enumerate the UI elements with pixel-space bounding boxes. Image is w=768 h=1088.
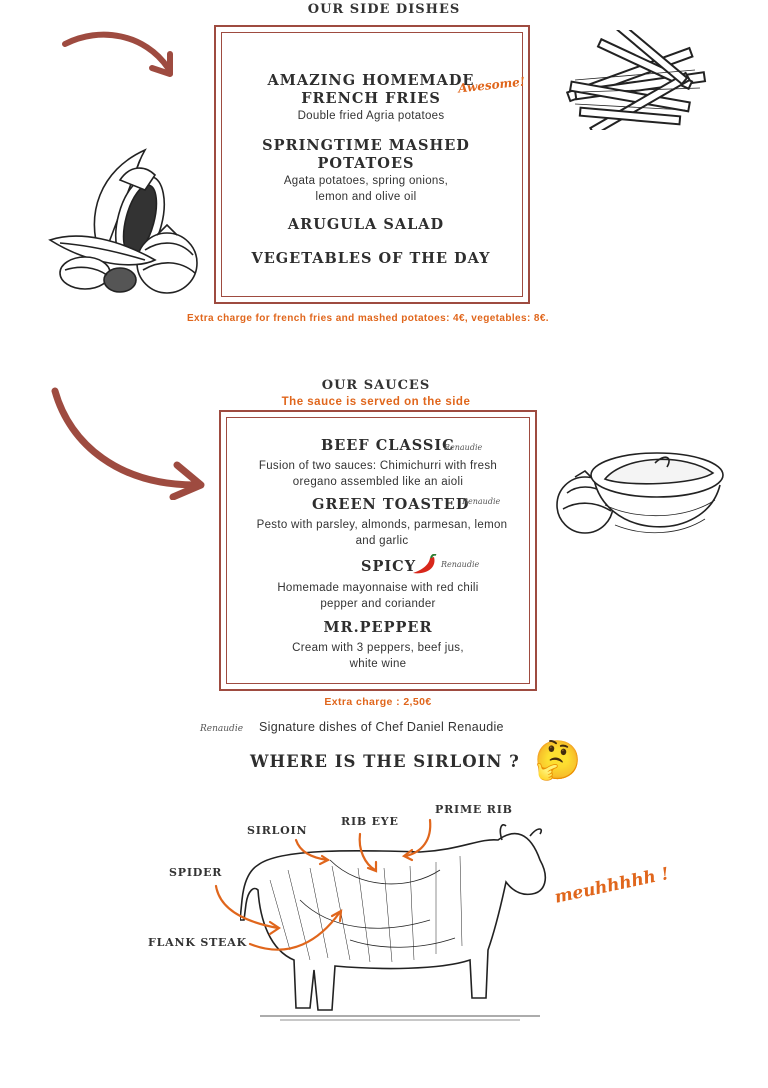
sauce-description [228,580,528,612]
sauces-subtitle: The sauce is served on the side [281,396,471,408]
sauces-title: OUR SAUCES [321,378,431,393]
side-dishes-note: Extra charge for french fries and mashed potatoes: 4€, vegetables: 8€. [186,313,549,324]
curved-arrow-icon [45,385,215,500]
dish-description: Double fried Agria potatoes [297,110,445,122]
sauce-description-line: oregano assembled like an aioli [292,476,464,488]
moo-text: meuhhhhh ! [552,864,671,908]
curved-arrow-icon [60,30,180,85]
dish-description: lemon and olive oil [315,191,417,203]
renaudie-signature: Renaudie [200,724,244,734]
cut-label-rib-eye: RIB EYE [341,815,399,828]
dish-mashed-potatoes [218,137,514,205]
renaudie-signature: Renaudie [444,443,483,452]
sauce-name: BEEF CLASSIC [321,437,455,454]
dish-name: FRENCH FRIES [301,90,441,107]
dish-description: Agata potatoes, spring onions, [283,175,449,187]
sauce-name: GREEN TOASTED [312,496,470,513]
sauce-description-line: Homemade mayonnaise with red chili [277,582,479,594]
awesome-badge: Awesome! [457,74,526,96]
sauce-description-line: Pesto with parsley, almonds, parmesan, lemon [256,519,508,531]
dish-vegetables: VEGETABLES OF THE DAY [251,250,491,267]
sauce-name: SPICY [361,558,417,575]
sauces-note: Extra charge : 2,50€ [324,696,432,708]
dish-name: POTATOES [317,155,415,172]
dish-arugula-salad: ARUGULA SALAD [287,216,445,233]
sauce-description [228,517,536,549]
sauce-description-line: and garlic [355,535,409,547]
sauce-description-line: pepper and coriander [320,598,436,610]
sauce-bowl-illustration [555,445,730,560]
sauce-description [228,640,528,672]
sauce-description [228,458,528,490]
sirloin-title: WHERE IS THE SIRLOIN ? [250,752,520,771]
sauce-description-line: Fusion of two sauces: Chimichurri with fresh [258,460,498,472]
sauce-description-line: white wine [349,658,407,670]
signature-legend-text: Signature dishes of Chef Daniel Renaudie [259,720,504,734]
cut-label-prime-rib: PRIME RIB [435,803,513,816]
renaudie-signature: Renaudie [462,497,501,506]
renaudie-signature: Renaudie [441,560,480,569]
cut-label-spider: SPIDER [169,866,223,879]
side-dishes-title: OUR SIDE DISHES [307,2,461,17]
sauce-description-line: Cream with 3 peppers, beef jus, [292,642,464,654]
thinking-face-icon: 🤔 [534,740,582,782]
french-fries-illustration [555,30,715,130]
cow-illustration [240,820,560,1030]
vegetables-illustration [45,145,205,300]
sauce-name: MR.PEPPER [323,619,433,636]
chili-pepper-icon [410,554,438,576]
dish-name: AMAZING HOMEMADE [267,72,475,89]
cut-label-sirloin: SIRLOIN [247,824,308,837]
dish-name: SPRINGTIME MASHED [262,137,470,154]
cut-label-flank-steak: FLANK STEAK [148,936,247,949]
